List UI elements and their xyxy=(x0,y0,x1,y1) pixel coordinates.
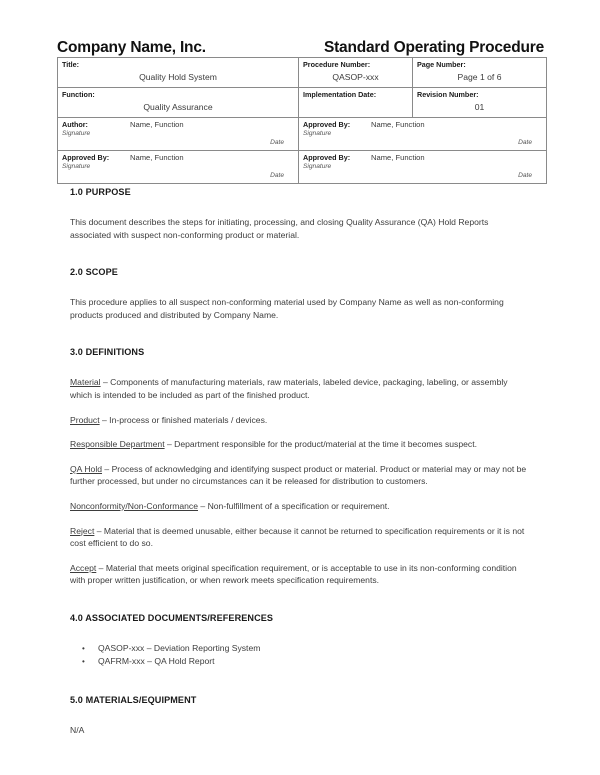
cell-approved-by-3 xyxy=(299,151,547,184)
document-body xyxy=(70,186,530,737)
section-heading-definitions: 3.0 DEFINITIONS xyxy=(70,347,145,358)
document-masthead xyxy=(57,33,546,57)
cell-title xyxy=(58,58,299,88)
header-row-approvers xyxy=(58,151,547,184)
cell-approved-by-2 xyxy=(58,151,299,184)
approved-by-value-2: Name, Function xyxy=(130,153,184,162)
section-body-materials-equipment: N/A xyxy=(70,724,85,735)
page-number-value: Page 1 of 6 xyxy=(457,72,502,82)
header-row-author-approver xyxy=(58,118,547,151)
approved-by-date-label-1: Date xyxy=(518,139,532,146)
cell-revision-number xyxy=(413,88,547,118)
definition-item xyxy=(70,525,530,550)
cell-implementation-date xyxy=(299,88,413,118)
approved-by-label-2: Approved By: xyxy=(62,153,110,162)
approved-by-signature-label-1: Signature xyxy=(303,130,332,137)
definition-text: – Components of manufacturing materials, raw materials, labeled device, packaging, labeling, or assembly which is intended to be included as part of the finished product. xyxy=(70,377,508,400)
associated-document-item: • QASOP-xxx – Deviation Reporting System xyxy=(98,642,530,656)
definition-term: QA Hold xyxy=(70,463,103,474)
definition-term: Reject xyxy=(70,525,95,536)
definition-item xyxy=(70,463,530,488)
author-signature-label: Signature xyxy=(62,130,91,137)
section-heading-purpose: 1.0 PURPOSE xyxy=(70,187,131,197)
procedure-number-label: Procedure Number: xyxy=(303,60,371,69)
header-row-title xyxy=(58,58,547,88)
definition-item xyxy=(70,414,530,427)
definitions-list xyxy=(70,376,530,587)
approved-by-label-3: Approved By: xyxy=(303,153,351,162)
cell-author xyxy=(58,118,299,151)
section-body-purpose: This document describes the steps for initiating, processing, and closing Quality Assurance (QA) Hold Reports associated with suspect non-conforming product or material. xyxy=(70,217,489,240)
page-number-label: Page Number: xyxy=(417,60,466,69)
document-type-title: Standard Operating Procedure xyxy=(323,39,544,56)
definition-item xyxy=(70,500,530,513)
associated-documents-list xyxy=(70,642,530,669)
section-heading-scope: 2.0 SCOPE xyxy=(70,267,118,278)
revision-number-value: 01 xyxy=(474,102,485,112)
definition-term: Responsible Department xyxy=(70,439,165,450)
definition-text: – Material that is deemed unusable, either because it cannot be returned to specification requirements or it is not cost efficient to do so. xyxy=(70,525,525,549)
cell-procedure-number xyxy=(299,58,413,88)
section-body-scope: This procedure applies to all suspect non-conforming material used by Company Name as well as non-conforming products produced and distributed by Company Name. xyxy=(70,297,504,320)
associated-document-item: • QAFRM-xxx – QA Hold Report xyxy=(98,655,530,669)
definition-item xyxy=(70,376,530,401)
definition-term: Accept xyxy=(70,562,97,573)
cell-page-number xyxy=(413,58,547,88)
definition-term: Product xyxy=(70,414,100,425)
definition-term: Nonconformity/Non-Conformance xyxy=(70,500,199,511)
approved-by-value-3: Name, Function xyxy=(371,153,425,162)
section-heading-materials-equipment: 5.0 MATERIALS/EQUIPMENT xyxy=(70,694,197,705)
document-header-table xyxy=(57,57,547,184)
header-row-function xyxy=(58,88,547,118)
section-heading-associated-documents: 4.0 ASSOCIATED DOCUMENTS/REFERENCES xyxy=(70,612,274,623)
approved-by-label-1: Approved By: xyxy=(303,120,351,129)
definition-text: – Department responsible for the product/material at the time it becomes suspect. xyxy=(164,439,477,450)
author-label: Author: xyxy=(62,120,88,129)
cell-approved-by-1 xyxy=(299,118,547,151)
author-value: Name, Function xyxy=(130,120,184,129)
approved-by-date-label-3: Date xyxy=(518,172,532,179)
definition-item xyxy=(70,438,530,451)
approved-by-value-1: Name, Function xyxy=(371,120,425,129)
definition-text: – Non-fulfillment of a specification or requirement. xyxy=(198,500,390,511)
title-label: Title: xyxy=(62,60,80,69)
definition-text: – Material that meets original specification requirement, or is acceptable to use in its non-conforming condition with proper written justification, or when rework meets specification requirements. xyxy=(70,562,517,586)
title-value: Quality Hold System xyxy=(139,72,217,82)
company-name: Company Name, Inc. xyxy=(57,39,206,56)
approved-by-signature-label-3: Signature xyxy=(303,163,332,170)
revision-number-label: Revision Number: xyxy=(417,90,479,99)
approved-by-signature-label-2: Signature xyxy=(62,163,91,170)
approved-by-date-label-2: Date xyxy=(270,172,284,179)
procedure-number-value: QASOP-xxx xyxy=(332,72,379,82)
function-value: Quality Assurance xyxy=(143,102,213,112)
definition-text: – Process of acknowledging and identifying suspect product or material. Product or material may or may not be further processed, but under no circumstances can it be released for distribution to customers. xyxy=(70,463,527,487)
implementation-date-value xyxy=(303,100,408,101)
function-label: Function: xyxy=(62,90,95,99)
definition-item xyxy=(70,562,530,587)
implementation-date-label: Implementation Date: xyxy=(303,90,377,99)
author-date-label: Date xyxy=(270,139,284,146)
cell-function xyxy=(58,88,299,118)
definition-term: Material xyxy=(70,377,101,388)
definition-text: – In-process or finished materials / devices. xyxy=(99,414,268,425)
